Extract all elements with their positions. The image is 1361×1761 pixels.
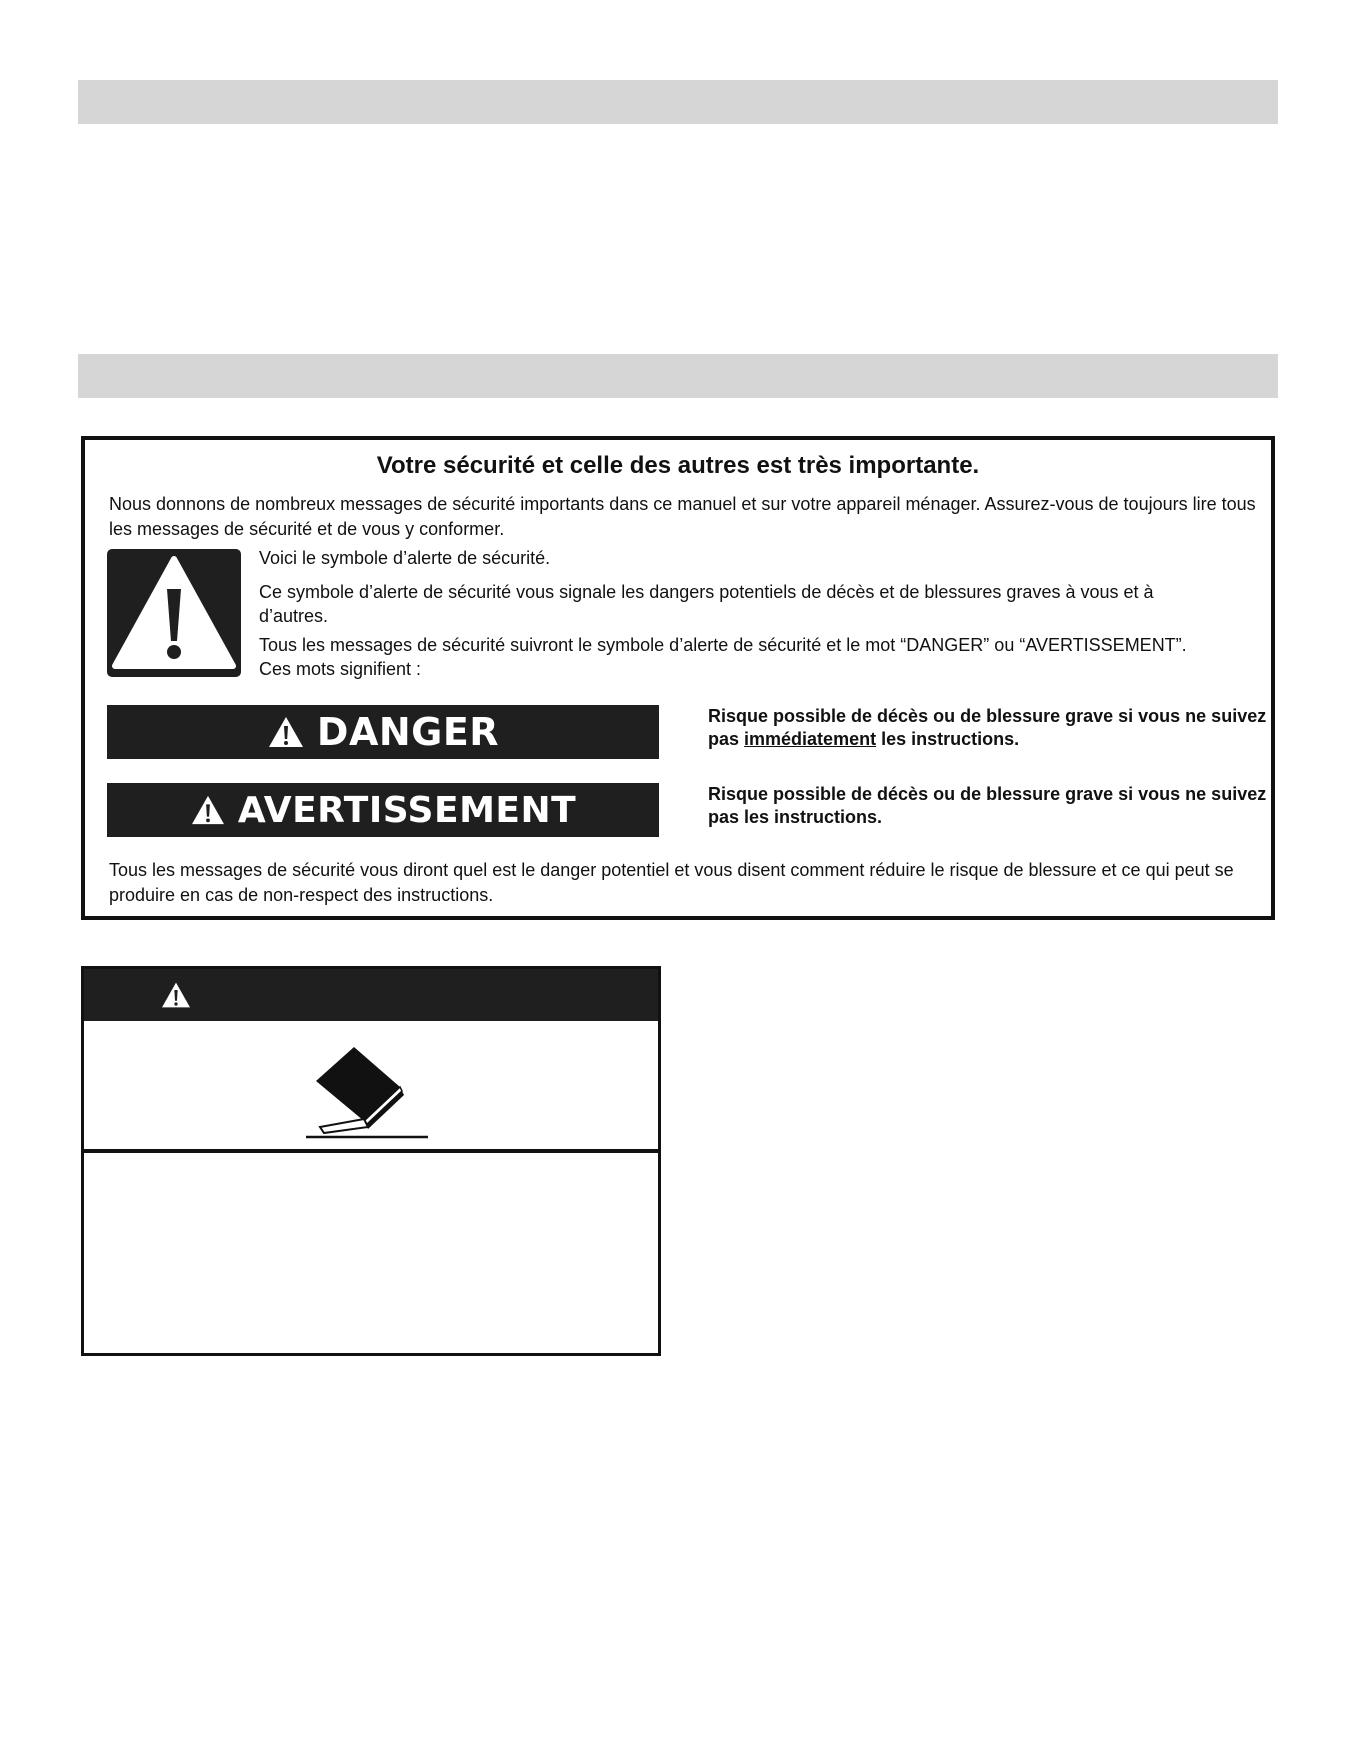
- warning-triangle-icon: [107, 549, 241, 677]
- appliance-tip-over-icon: [306, 1043, 436, 1143]
- warning-panel-header: [84, 969, 658, 1021]
- warning-triangle-icon: [267, 715, 305, 749]
- warning-triangle-icon: [190, 794, 226, 826]
- warning-label: AVERTISSEMENT: [237, 789, 577, 831]
- danger-label: DANGER: [316, 710, 500, 754]
- safety-info-box: [81, 436, 1275, 920]
- warning-banner: [107, 783, 659, 837]
- warning-panel-divider: [84, 1149, 658, 1153]
- danger-banner: [107, 705, 659, 759]
- symbol-description-3: Tous les messages de sécurité suivront le symbole d’alerte de sécurité et le mot “DANGER” ou “AVERTISSEMENT”. Ces mots signifient :: [259, 635, 1187, 679]
- safety-title: Votre sécurité et celle des autres est très importante.: [376, 452, 980, 479]
- tip-over-warning-panel: [81, 966, 661, 1356]
- safety-intro: Nous donnons de nombreux messages de sécurité importants dans ce manuel et sur votre appareil ménager. Assurez-vous de toujours lire tous les messages de sécurité et de vous y conformer.: [109, 494, 1256, 539]
- safety-outro: Tous les messages de sécurité vous diront quel est le danger potentiel et vous disent comment réduire le risque de blessure et ce qui peut se produire en cas de non-respect des instructions.: [109, 860, 1234, 905]
- danger-desc-emphasis: immédiatement: [744, 729, 877, 749]
- section-header-bar-safety: [78, 354, 1278, 398]
- danger-desc-text: Risque possible de décès ou de blessure grave si vous ne suivez pas: [708, 706, 1267, 749]
- section-header-bar: [78, 80, 1278, 124]
- symbol-description-1: Voici le symbole d’alerte de sécurité.: [259, 548, 551, 568]
- danger-description: [708, 705, 1268, 751]
- warning-triangle-icon: [160, 981, 192, 1009]
- symbol-description-2: Ce symbole d’alerte de sécurité vous signale les dangers potentiels de décès et de blessures graves à vous et à d’autres.: [259, 582, 1154, 626]
- danger-desc-text-end: les instructions.: [876, 729, 1020, 749]
- warning-description: Risque possible de décès ou de blessure grave si vous ne suivez pas les instructions.: [708, 784, 1267, 827]
